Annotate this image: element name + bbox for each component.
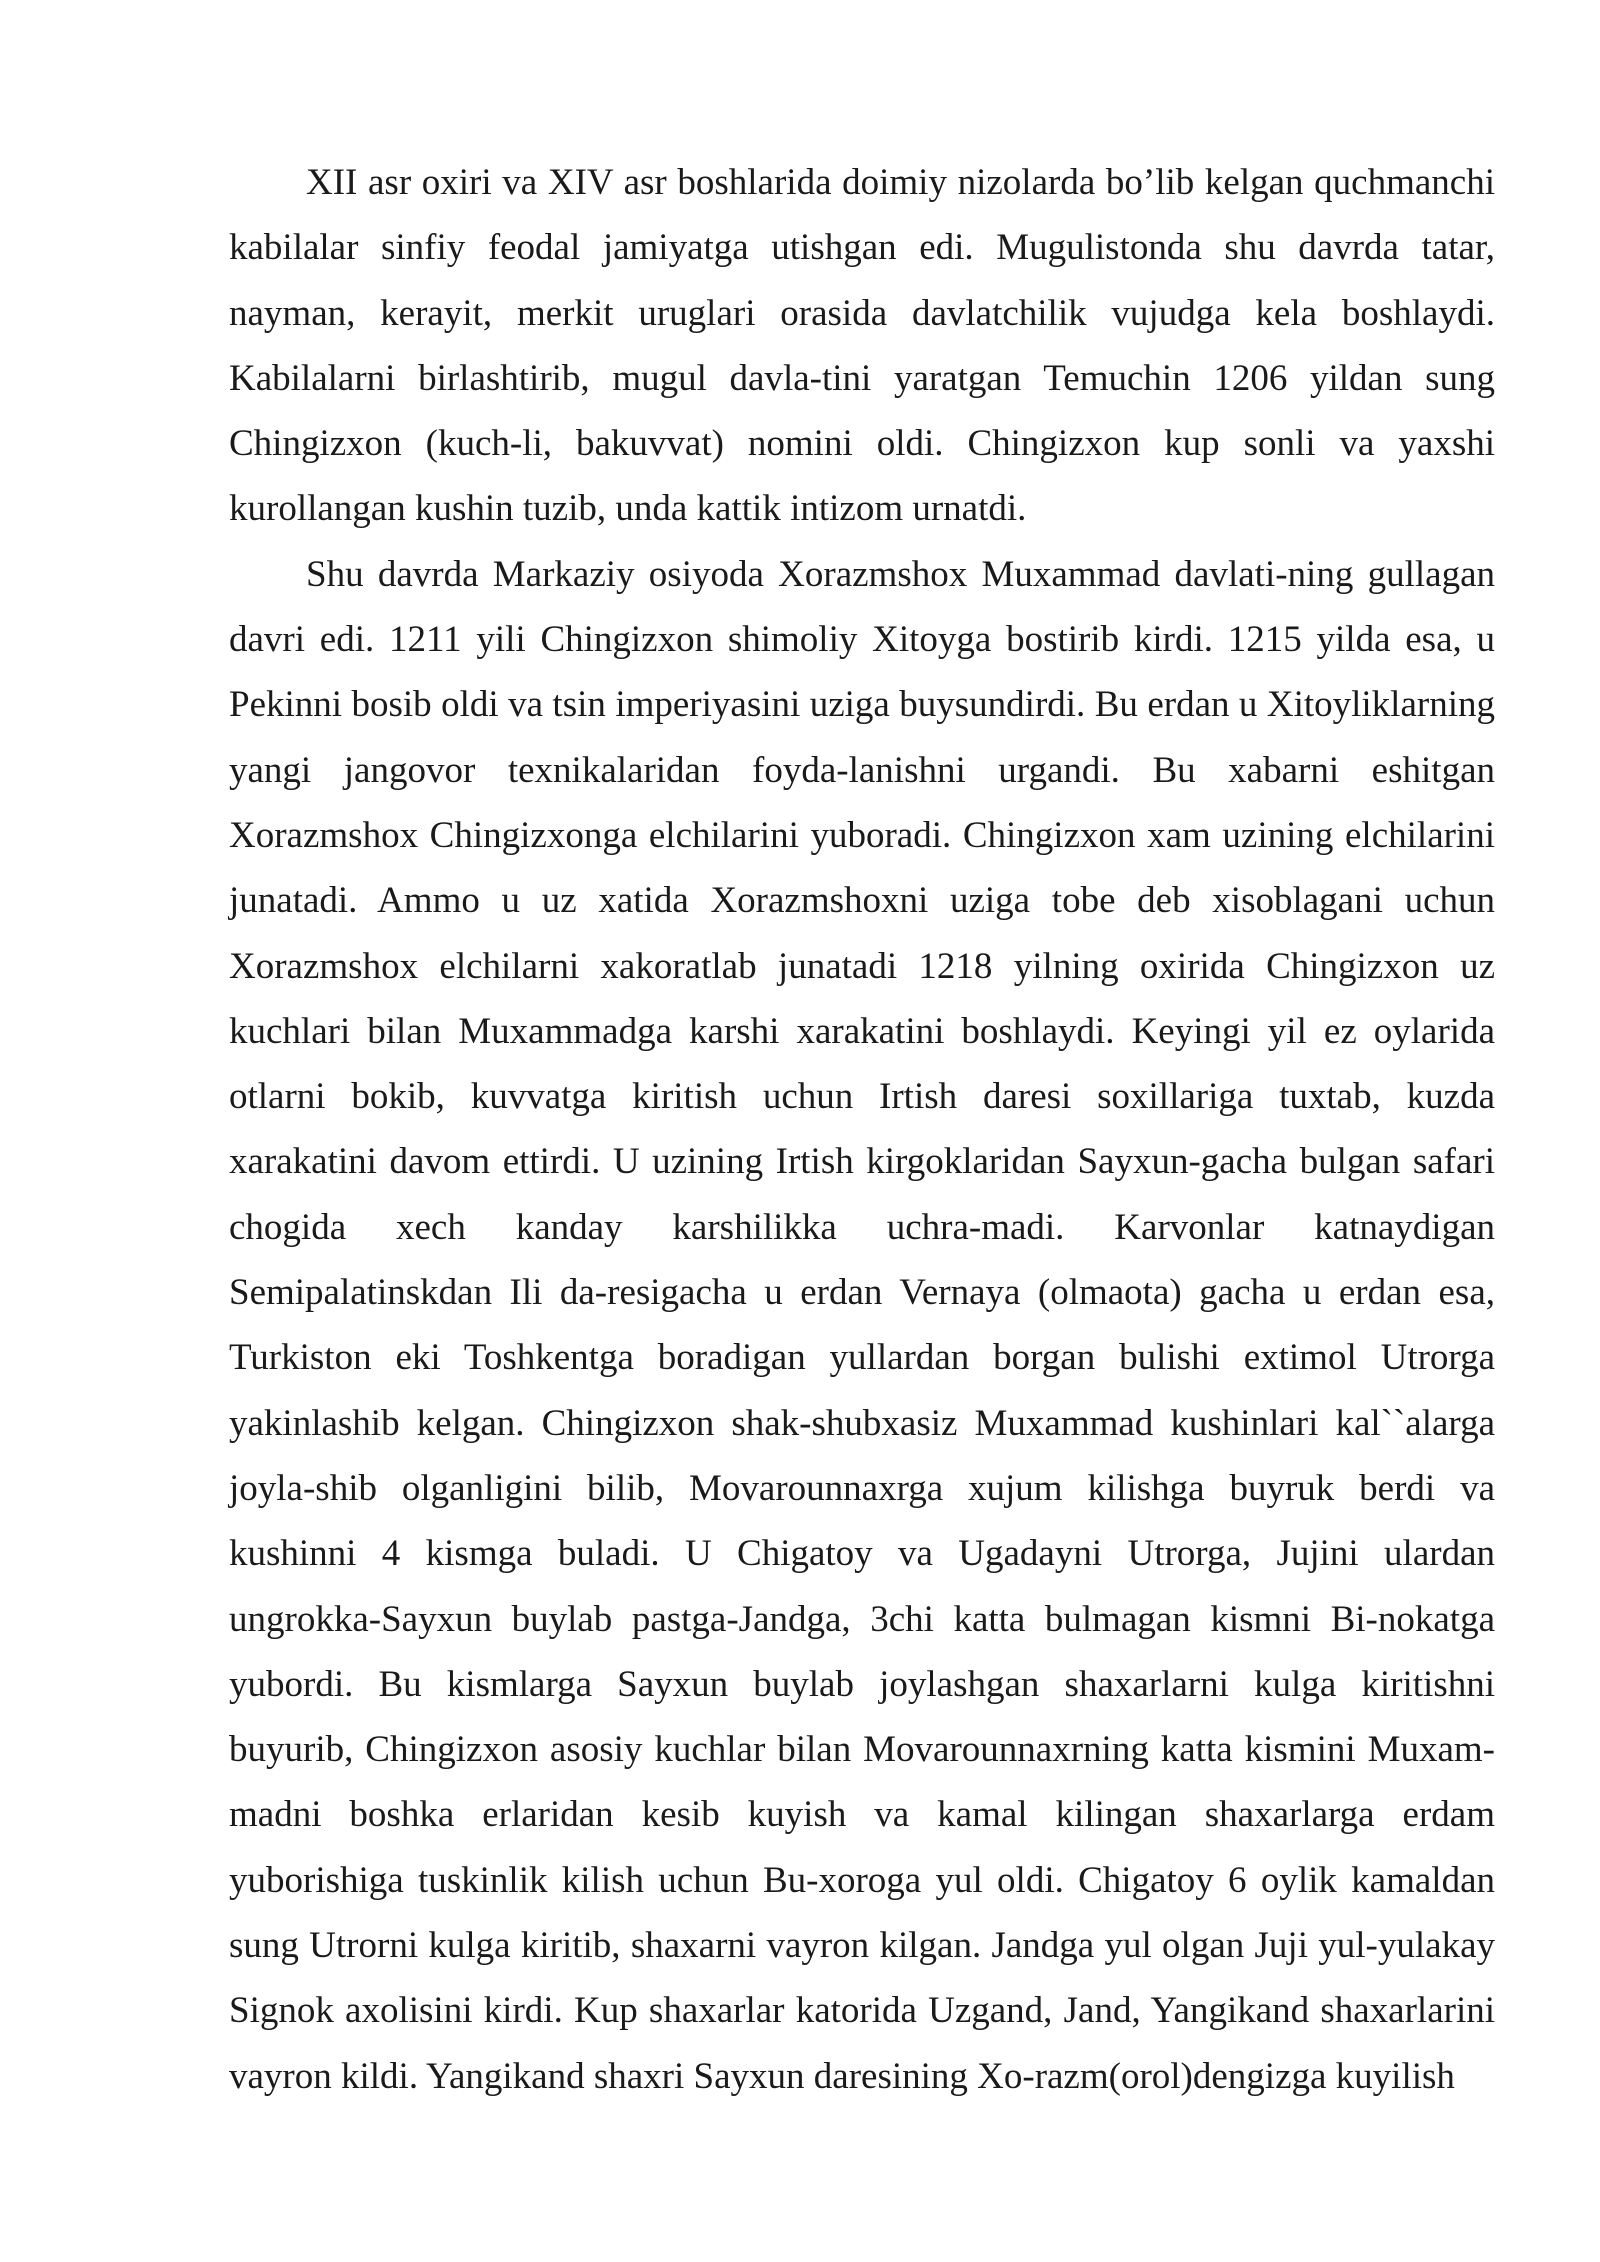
document-body: [229, 150, 1495, 2109]
paragraph-2: Shu davrda Markaziy osiyoda Xorazmshox Muxammad davlati-ning gullagan davri edi. 1211 yili Chingizxon shimoliy Xitoyga bostirib kirdi. 1215 yilda esa, u Pekinni bosib oldi va tsin imperiyasini uziga buysundirdi. Bu erdan u Xitoyliklarning yangi jangovor texnikalaridan foyda-lanishni urgandi. Bu xabarni eshitgan Xorazmshox Chingizxonga elchilarini yuboradi. Chingizxon xam uzining elchilarini junatadi. Ammo u uz xatida Xorazmshoxni uziga tobe deb xisoblagani uchun Xorazmshox elchilarni xakoratlab junatadi 1218 yilning oxirida Chingizxon uz kuchlari bilan Muxammadga karshi xarakatini boshlaydi. Keyingi yil ez oylarida otlarni bokib, kuvvatga kiritish uchun Irtish daresi soxillariga tuxtab, kuzda xarakatini davom ettirdi. U uzining Irtish kirgoklaridan Sayxun-gacha bulgan safari chogida xech kanday karshilikka uchra-madi. Karvonlar katnaydigan Semipalatinskdan Ili da-resigacha u erdan Vernaya (olmaota) gacha u erdan esa, Turkiston eki Toshkentga boradigan yullardan borgan bulishi extimol Utrorga yakinlashib kelgan. Chingizxon shak-shubxasiz Muxammad kushinlari kal``alarga joyla-shib olganligini bilib, Movarounnaxrga xujum kilishga buyruk berdi va kushinni 4 kismga buladi. U Chigatoy va Ugadayni Utrorga, Jujini ulardan ungrokka-Sayxun buylab pastga-Jandga, 3chi katta bulmagan kismni Bi-nokatga yubordi. Bu kismlarga Sayxun buylab joylashgan shaxarlarni kulga kiritishni buyurib, Chingizxon asosiy kuchlar bilan Movarounnaxrning katta kismini Muxam-madni boshka erlaridan kesib kuyish va kamal kilingan shaxarlarga erdam yuborishiga tuskinlik kilish uchun Bu-xoroga yul oldi. Chigatoy 6 oylik kamaldan sung Utrorni kulga kiritib, shaxarni vayron kilgan. Jandga yul olgan Juji yul-yulakay Signok axolisini kirdi. Kup shaxarlar katorida Uzgand, Jand, Yangikand shaxarlarini vayron kildi. Yangikand shaxri Sayxun daresining Xo-razm(orol)dengizga kuyilish: [229, 553, 1495, 2097]
paragraph-1: XII asr oxiri va XIV asr boshlarida doimiy nizolarda bo’lib kelgan quchmanchi kabilalar sinfiy feodal jamiyatga utishgan edi. Mugulistonda shu davrda tatar, nayman, kerayit, merkit uruglari orasida davlatchilik vujudga kela boshlaydi. Kabilalarni birlashtirib, mugul davla-tini yaratgan Temuchin 1206 yildan sung Chingizxon (kuch-li, bakuvvat) nomini oldi. Chingizxon kup sonli va yaxshi kurollangan kushin tuzib, unda kattik intizom urnatdi.: [229, 162, 1495, 530]
